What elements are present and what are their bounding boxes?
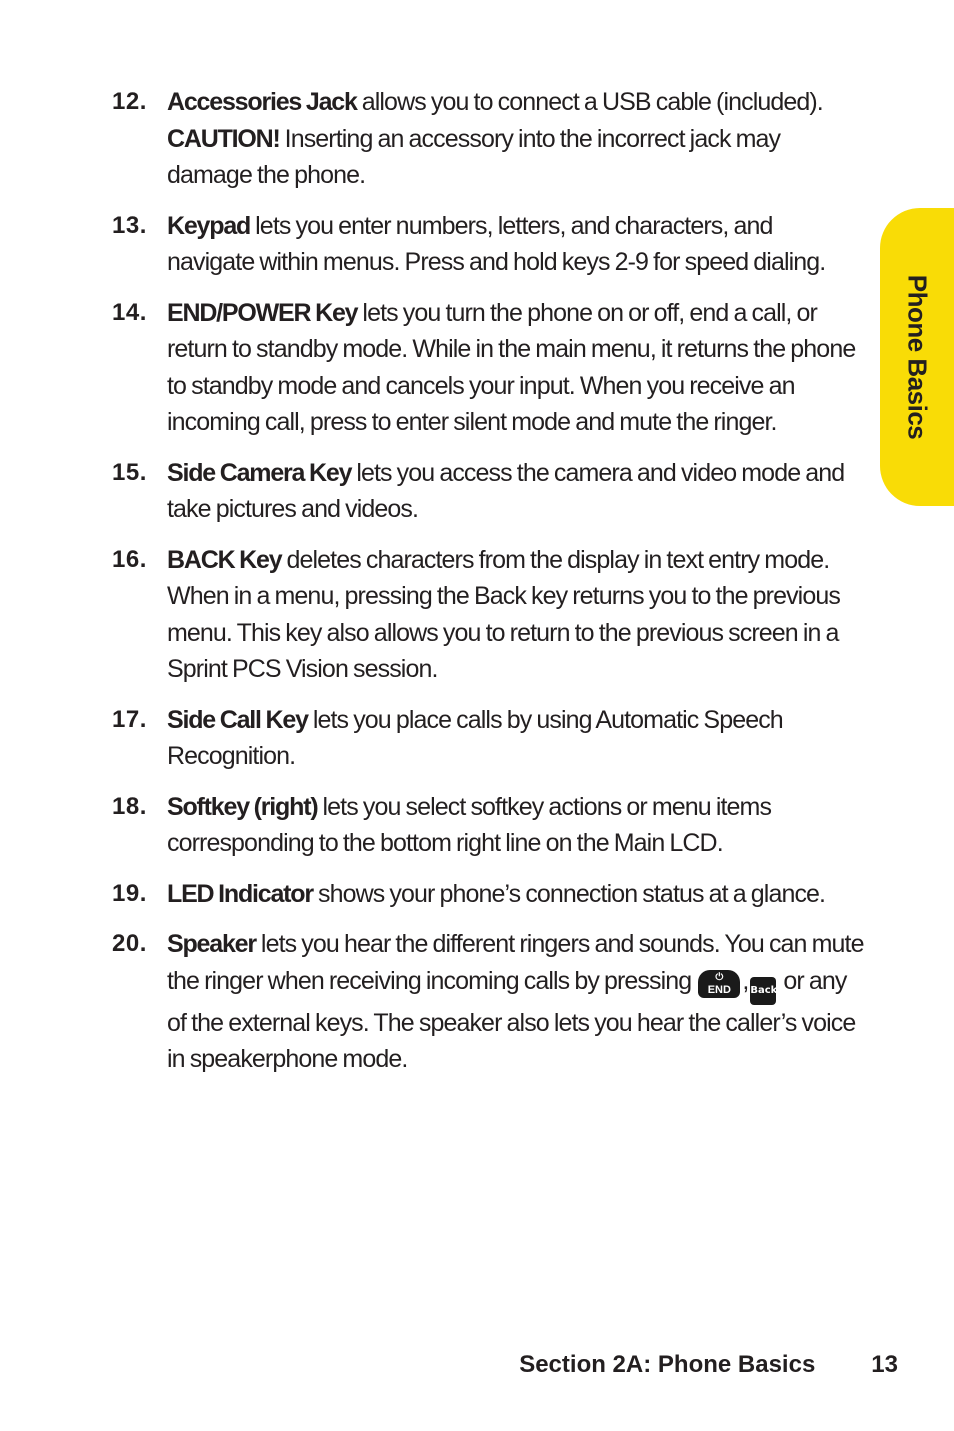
caution-label: CAUTION! [167, 124, 280, 153]
item-text: lets you enter numbers, letters, and characters, and navigate within menus. Press and hold keys 2-9 for speed dialing. [167, 211, 826, 276]
list-item [112, 876, 864, 913]
item-term: Keypad [167, 211, 251, 240]
list-item [112, 702, 864, 775]
item-term: Side Camera Key [167, 458, 352, 487]
list-item [112, 455, 864, 528]
item-text: lets you access the camera and video mode and take pictures and videos. [167, 458, 845, 523]
page-number: 13 [871, 1351, 898, 1378]
list-item [112, 789, 864, 862]
item-text: lets you turn the phone on or off, end a call, or return to standby mode. While in the main menu, it returns the phone to standby mode and cancels your input. When you receive an incoming call, press to enter silent mode and mute the ringer. [167, 298, 856, 436]
item-term: LED Indicator [167, 879, 313, 908]
item-number: 15. [112, 458, 147, 486]
item-list [112, 84, 864, 1092]
end-key-label: END [707, 983, 731, 996]
end-key-icon [698, 970, 740, 998]
list-item [112, 295, 864, 441]
item-term: Softkey (right) [167, 792, 318, 821]
item-description [167, 926, 864, 1078]
page-footer [519, 1350, 898, 1380]
section-tab [880, 208, 954, 506]
item-number: 13. [112, 211, 147, 239]
list-item [112, 926, 864, 1078]
item-number: 20. [112, 930, 147, 957]
item-term: BACK Key [167, 545, 282, 574]
item-text: deletes characters from the display in text entry mode. When in a menu, pressing the Back key returns you to the previous menu. This key also allows you to return to the previous screen in a Sprint PCS Vision session. [167, 545, 840, 683]
item-description [167, 876, 864, 913]
item-description [167, 702, 864, 775]
item-term: Speaker [167, 930, 256, 958]
list-item [112, 208, 864, 281]
list-item [112, 84, 864, 194]
item-text: allows you to connect a USB cable (included). [356, 88, 823, 116]
item-number: 19. [112, 879, 147, 907]
item-term: Accessories Jack [167, 88, 357, 116]
item-number: 14. [112, 298, 147, 326]
item-number: 18. [112, 792, 147, 820]
item-number: 17. [112, 705, 147, 733]
item-text: lets you select softkey actions or menu items corresponding to the bottom right line on the Main LCD. [167, 792, 772, 857]
item-text: lets you hear the different ringers and sounds. You can mute the ringer when receiving incoming calls by pressing [167, 930, 864, 995]
item-term: Side Call Key [167, 705, 308, 734]
item-term: END/POWER Key [167, 298, 358, 327]
item-description [167, 542, 864, 688]
list-item [112, 542, 864, 688]
item-description [167, 789, 864, 862]
back-key-icon: Back [750, 977, 776, 1005]
item-description [167, 84, 864, 194]
item-text: lets you place calls by using Automatic Speech Recognition. [167, 705, 783, 770]
item-text: or any of the external keys. The speaker also lets you hear the caller’s voice in speakerphone mode. [167, 966, 856, 1073]
item-description [167, 295, 864, 441]
item-number: 16. [112, 545, 147, 573]
item-number: 12. [112, 88, 147, 115]
item-description [167, 455, 864, 528]
item-text: shows your phone’s connection status at a glance. [312, 879, 826, 908]
power-icon: ⏻ [715, 971, 724, 983]
section-tab-label: Phone Basics [902, 274, 933, 440]
item-description [167, 208, 864, 281]
footer-section-title: Section 2A: Phone Basics [519, 1351, 816, 1378]
item-text: Inserting an accessory into the incorrect jack may damage the phone. [167, 124, 781, 189]
item-separator: , [742, 966, 749, 995]
